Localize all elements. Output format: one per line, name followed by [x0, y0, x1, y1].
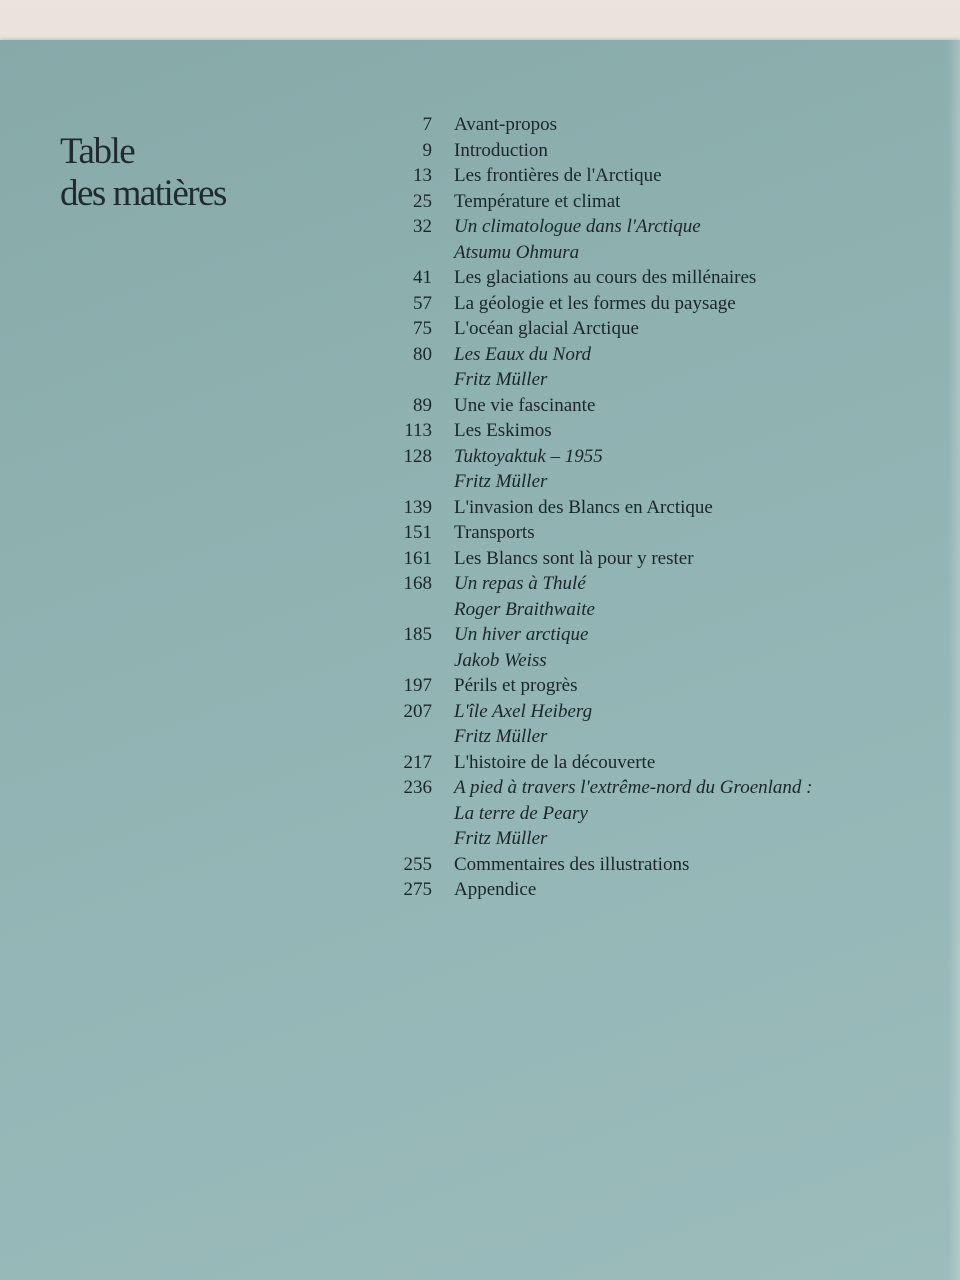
page-title-line-2: des matières: [60, 172, 226, 214]
toc-entry: [380, 163, 900, 189]
toc-page-number: 217: [403, 751, 432, 773]
toc-author: Roger Braithwaite: [454, 598, 595, 620]
toc-author: Fritz Müller: [454, 726, 548, 747]
toc-entry: [380, 418, 900, 444]
toc-entry: [380, 877, 900, 903]
toc-page-number: 185: [403, 624, 432, 645]
toc-author: Fritz Müller: [454, 828, 548, 849]
page-title: [60, 131, 226, 215]
toc-page-number: 9: [422, 139, 432, 161]
toc-page-number: 113: [404, 420, 432, 441]
toc-title: A pied à travers l'extrême-nord du Groenland :: [454, 777, 813, 798]
toc-title: La géologie et les formes du paysage: [454, 292, 736, 314]
toc-title: Commentaires des illustrations: [454, 853, 690, 875]
toc-entry: [380, 520, 900, 546]
toc-author: La terre de Peary: [454, 802, 588, 824]
toc-entry: [380, 291, 900, 317]
toc-page-number: 89: [413, 394, 432, 416]
toc-title: Avant-propos: [454, 114, 558, 135]
toc-page-number: 7: [422, 114, 432, 135]
toc-entry: [380, 469, 900, 495]
toc-title: L'histoire de la découverte: [454, 751, 656, 773]
toc-entry: [380, 495, 900, 521]
toc-entry: [380, 112, 900, 138]
toc-entry: [380, 801, 900, 827]
toc-entry: [380, 393, 900, 419]
toc-page-number: 207: [403, 700, 432, 722]
toc-page-number: 128: [403, 445, 432, 467]
toc-author: Fritz Müller: [454, 369, 548, 390]
toc-entry: [380, 342, 900, 368]
toc-entry: [380, 852, 900, 878]
toc-title: Les glaciations au cours des millénaires: [454, 267, 757, 288]
toc-entry: [380, 367, 900, 393]
page-edge: [948, 40, 960, 1280]
toc-page-number: 275: [403, 879, 432, 900]
toc-entry: [380, 444, 900, 470]
toc-page-number: 32: [413, 216, 432, 237]
toc-entry: [380, 240, 900, 266]
toc-title: L'île Axel Heiberg: [454, 700, 593, 722]
toc-title: Tuktoyaktuk – 1955: [454, 445, 603, 467]
toc-title: Un repas à Thulé: [454, 573, 586, 594]
toc-entry: [380, 316, 900, 342]
toc-entry: [380, 673, 900, 699]
toc-title: Un hiver arctique: [454, 624, 589, 645]
toc-title: L'océan glacial Arctique: [454, 318, 639, 339]
table-of-contents: [380, 112, 900, 903]
toc-entry: [380, 724, 900, 750]
toc-entry: [380, 189, 900, 215]
toc-entry: [380, 750, 900, 776]
toc-page-number: 139: [403, 496, 432, 518]
toc-title: Les Eaux du Nord: [454, 343, 592, 365]
toc-page-number: 197: [403, 675, 432, 696]
toc-page-number: 80: [413, 343, 432, 365]
toc-title: Les Eskimos: [454, 420, 552, 441]
toc-page-number: 168: [403, 573, 432, 594]
toc-page-number: 236: [403, 777, 432, 798]
toc-title: Les frontières de l'Arctique: [454, 165, 662, 186]
toc-entry: [380, 571, 900, 597]
toc-page-number: 161: [403, 547, 432, 569]
toc-page-number: 151: [403, 522, 432, 543]
toc-entry: [380, 265, 900, 291]
toc-page-number: 41: [413, 267, 432, 288]
toc-entry: [380, 138, 900, 164]
toc-entry: [380, 699, 900, 725]
toc-page-number: 13: [413, 165, 432, 186]
toc-entry: [380, 597, 900, 623]
toc-entry: [380, 826, 900, 852]
toc-title: Appendice: [454, 879, 537, 900]
toc-title: Périls et progrès: [454, 675, 578, 696]
toc-page-number: 75: [413, 318, 432, 339]
toc-entry: [380, 775, 900, 801]
toc-title: Une vie fascinante: [454, 394, 596, 416]
toc-page-number: 25: [413, 190, 432, 212]
toc-page-number: 255: [403, 853, 432, 875]
toc-title: L'invasion des Blancs en Arctique: [454, 496, 713, 518]
toc-title: Transports: [454, 522, 535, 543]
toc-entry: [380, 648, 900, 674]
toc-title: Température et climat: [454, 190, 621, 212]
toc-entry: [380, 546, 900, 572]
toc-entry: [380, 622, 900, 648]
page-title-line-1: Table: [60, 130, 135, 172]
toc-title: Un climatologue dans l'Arctique: [454, 216, 701, 237]
toc-author: Atsumu Ohmura: [454, 241, 580, 263]
toc-page-number: 57: [413, 292, 432, 314]
toc-author: Jakob Weiss: [454, 649, 547, 671]
toc-author: Fritz Müller: [454, 471, 548, 492]
toc-title: Les Blancs sont là pour y rester: [454, 547, 694, 569]
toc-entry: [380, 214, 900, 240]
toc-title: Introduction: [454, 139, 548, 161]
